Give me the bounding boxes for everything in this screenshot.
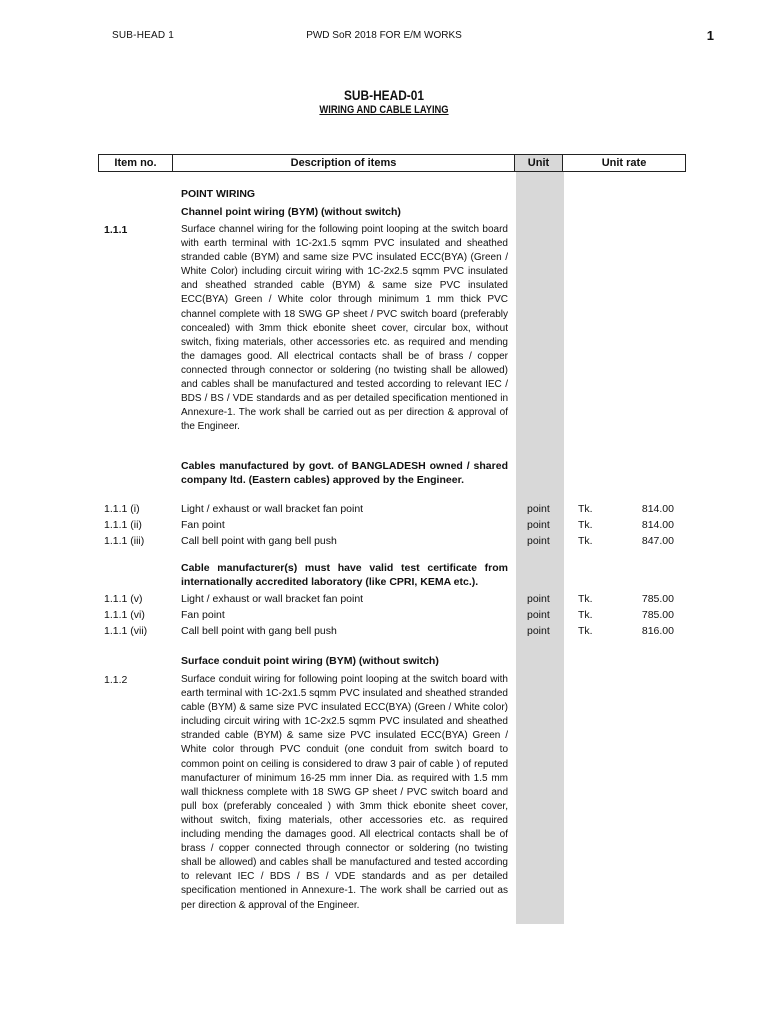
- row-item: 1.1.1 (v): [104, 593, 143, 605]
- row-item: 1.1.1 (i): [104, 503, 140, 515]
- unit-column-shade: [516, 172, 564, 924]
- row-rate: 785.00: [641, 593, 674, 605]
- channel-description: Surface channel wiring for the following point looping at the switch board with earth terminal with 1C-2x1.5 sqmm PVC insulated and sheathed stranded cable (BYM) and same size PVC insulated ECC(BYA) (Green / White Color) including circuit wiring with 1C-2x2.5 sqmm PVC insulated and sheathed stranded cable (BYM) & same size PVC insulated ECC(BYA) Green / White color through minimum 1 mm thick PVC channel complete with 18 SWG GP sheet / PVC switch board (preferably concealed) with 3mm thick ebonite sheet cover, circular box, without switch, fixing materials, other accessories etc. as required and mending the damages good. All electrical contacts shall be of brass / copper connected through connector or soldering (no twisting shall be allowed) and cables shall be manufactured and tested according to relevant IEC / BDS / BS / VDE standards and as per detailed specification mentioned in Annexure-1. The work shall be carried out as per direction & approval of the Engineer.: [181, 224, 508, 433]
- row-currency: Tk.: [578, 609, 593, 621]
- row-rate: 816.00: [641, 625, 674, 637]
- conduit-description: Surface conduit wiring for following point looping at the switch board with earth terminal with 1C-2x1.5 sqmm PVC insulated and sheathed stranded cable (BYM) & same size PVC insulated ECC(BYA) (Green / White color) including circuit wiring with 1C-2x2.5 sqmm PVC insulated and sheathed stranded cable (BYM) & same size PVC insulated ECC(BYA) Green / White color through PVC conduit (one conduit from switch board to common point on ceiling is considered to draw 3 pair of cable ) of reputed manufacturer of minimum 16-25 mm inner Dia. as required with 1.5 mm wall thickness complete with 18 SWG GP sheet / PVC switch board and pull box (preferably concealed ) with 3mm thick ebonite sheet cover, without switch, fixing materials, other accessories etc. as required including mending the damages good. All electrical contacts shall be of brass / copper connected through connector or soldering (no twisting shall be allowed) and cables shall be manufactured and tested according to relevant IEC / BDS / BS / VDE standards and as per detailed specification mentioned in Annexure-1. The work shall be carried out as per direction & approval of the Engineer.: [181, 674, 508, 911]
- cables-govt-note: Cables manufactured by govt. of BANGLADESH owned / shared company ltd. (Eastern cables) approved by the Engineer.: [181, 460, 508, 486]
- table-header: [98, 154, 686, 172]
- section-channel-title: Channel point wiring (BYM) (without switch): [181, 206, 401, 218]
- row-rate: 814.00: [641, 519, 674, 531]
- page-subtitle: WIRING AND CABLE LAYING: [319, 104, 449, 116]
- row-unit: point: [527, 609, 550, 621]
- header-description: Description of items: [173, 155, 515, 171]
- section-conduit-title: Surface conduit point wiring (BYM) (without switch): [181, 655, 439, 667]
- row-item: 1.1.1 (vi): [104, 609, 145, 621]
- row-unit: point: [527, 593, 550, 605]
- header-center: PWD SoR 2018 FOR E/M WORKS: [306, 30, 462, 41]
- row-unit: point: [527, 519, 550, 531]
- row-description: Call bell point with gang bell push: [181, 625, 337, 637]
- row-unit: point: [527, 535, 550, 547]
- item-1-1-1: 1.1.1: [104, 224, 128, 236]
- row-currency: Tk.: [578, 503, 593, 515]
- row-description: Fan point: [181, 609, 225, 621]
- row-currency: Tk.: [578, 535, 593, 547]
- section-point-wiring: POINT WIRING: [181, 188, 256, 200]
- page-number: 1: [706, 28, 714, 43]
- row-unit: point: [527, 503, 550, 515]
- row-item: 1.1.1 (ii): [104, 519, 142, 531]
- row-currency: Tk.: [578, 519, 593, 531]
- row-rate: 847.00: [641, 535, 674, 547]
- header-left: SUB-HEAD 1: [112, 30, 175, 41]
- page-title: SUB-HEAD-01: [343, 87, 425, 103]
- row-item: 1.1.1 (vii): [104, 625, 148, 637]
- row-rate: 814.00: [641, 503, 674, 515]
- header-unit-rate: Unit rate: [601, 157, 647, 169]
- row-description: Light / exhaust or wall bracket fan point: [181, 593, 364, 605]
- row-description: Fan point: [181, 519, 225, 531]
- item-1-1-2: 1.1.2: [104, 674, 128, 686]
- row-description: Light / exhaust or wall bracket fan point: [181, 503, 364, 515]
- cables-intl-note: Cable manufacturer(s) must have valid test certificate from internationally accredited laboratory (like CPRI, KEMA etc.).: [181, 562, 508, 588]
- row-item: 1.1.1 (iii): [104, 535, 145, 547]
- header-unit: Unit: [515, 155, 563, 171]
- header-item-no: Item no.: [99, 155, 173, 171]
- row-unit: point: [527, 625, 550, 637]
- row-rate: 785.00: [641, 609, 674, 621]
- row-currency: Tk.: [578, 625, 593, 637]
- row-currency: Tk.: [578, 593, 593, 605]
- row-description: Call bell point with gang bell push: [181, 535, 337, 547]
